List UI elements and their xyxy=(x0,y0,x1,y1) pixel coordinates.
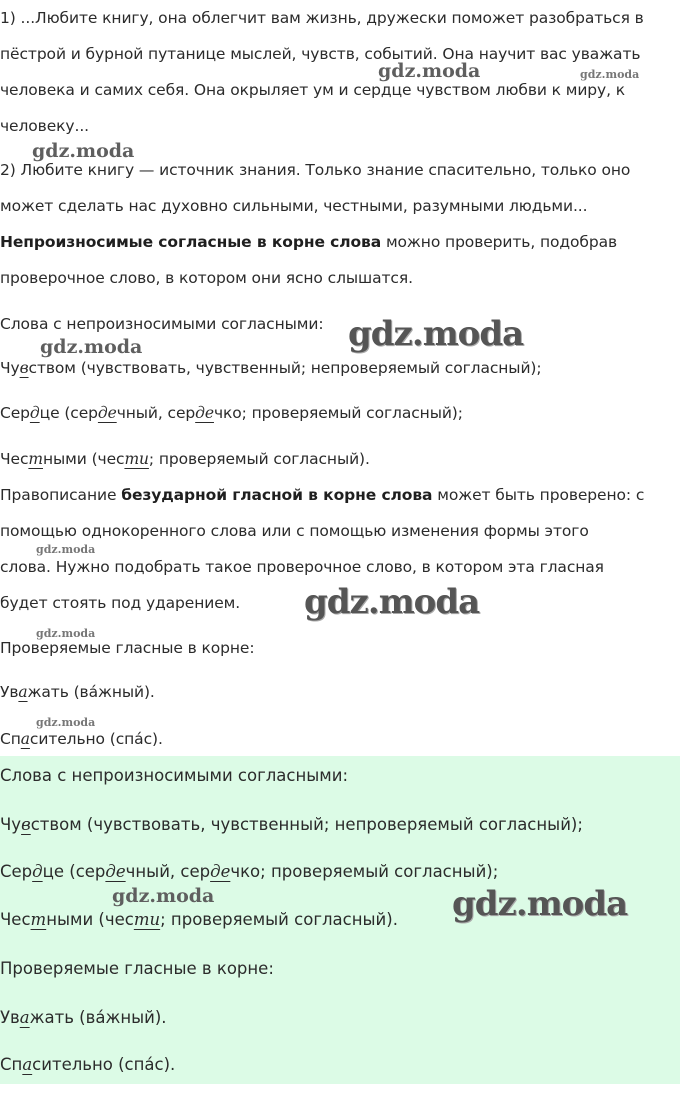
word-part: Чес xyxy=(0,910,31,929)
word-part: чный, сер xyxy=(116,404,196,422)
word-example xyxy=(0,1054,175,1076)
watermark: gdz.moda xyxy=(304,582,480,622)
word-example xyxy=(0,403,463,423)
section-heading: Слова с непроизносимыми согласными: xyxy=(0,766,349,785)
word-example xyxy=(0,814,583,836)
section-heading: Слова с непроизносимыми согласными: xyxy=(0,315,324,333)
text-line: проверочное слово, в котором они ясно слышатся. xyxy=(0,269,413,287)
word-part: сительно (спа́с). xyxy=(29,730,163,748)
section-heading: Проверяемые гласные в корне: xyxy=(0,959,274,978)
word-part: чко; проверяемый согласный); xyxy=(230,862,499,881)
word-part: Сп xyxy=(0,730,21,748)
watermark: gdz.moda xyxy=(112,885,215,907)
highlighted-letter: а xyxy=(19,1008,30,1027)
highlighted-letter: т xyxy=(28,450,43,468)
highlighted-letter: д xyxy=(32,862,43,881)
word-part: сительно (спа́с). xyxy=(32,1055,176,1074)
highlighted-letter: д xyxy=(29,404,40,422)
word-part: ством (чувствовать, чувственный; непроверяемый согласный); xyxy=(28,359,542,377)
rule-term: безударной гласной в корне слова xyxy=(121,486,433,504)
word-part: Сер xyxy=(0,404,30,422)
word-example xyxy=(0,861,498,883)
watermark: gdz.moda xyxy=(32,140,135,162)
highlighted-letter: де xyxy=(97,404,117,422)
word-part: жать (ва́жный). xyxy=(29,1008,167,1027)
rule-text: может быть проверено: с xyxy=(432,486,645,504)
word-example xyxy=(0,909,398,931)
text-line: человеку... xyxy=(0,117,89,135)
word-example xyxy=(0,449,370,469)
highlighted-letter: де xyxy=(105,862,126,881)
watermark: gdz.moda xyxy=(36,627,96,640)
word-part: Чу xyxy=(0,359,20,377)
highlighted-letter: а xyxy=(22,1055,33,1074)
highlighted-letter: ти xyxy=(124,450,149,468)
rule-line xyxy=(0,232,617,252)
highlighted-letter: в xyxy=(19,359,29,377)
word-part: чко; проверяемый согласный); xyxy=(213,404,463,422)
watermark: gdz.moda xyxy=(36,716,96,729)
word-part: це (сер xyxy=(42,862,106,881)
text-line: 1) ...Любите книгу, она облегчит вам жизнь, дружески поможет разобраться в xyxy=(0,9,644,27)
word-part: Чу xyxy=(0,815,22,834)
watermark: gdz.moda xyxy=(580,68,640,81)
rule-line xyxy=(0,485,644,505)
text-line: 2) Любите книгу — источник знания. Только знание спасительно, только оно xyxy=(0,161,631,179)
watermark: gdz.moda xyxy=(378,60,481,82)
text-line: может сделать нас духовно сильными, честными, разумными людьми... xyxy=(0,197,588,215)
word-example xyxy=(0,1007,167,1029)
text-line: будет стоять под ударением. xyxy=(0,594,241,612)
section-heading: Проверяемые гласные в корне: xyxy=(0,639,255,657)
word-example xyxy=(0,358,542,378)
word-part: ными (чес xyxy=(43,450,125,468)
rule-term: Непроизносимые согласные в корне слова xyxy=(0,233,382,251)
word-part: ством (чувствовать, чувственный; непроверяемый согласный); xyxy=(30,815,583,834)
word-part: чный, сер xyxy=(125,862,211,881)
highlighted-letter: в xyxy=(21,815,31,834)
word-part: Сп xyxy=(0,1055,23,1074)
text-line: человека и самих себя. Она окрыляет ум и сердце чувством любви к миру, к xyxy=(0,81,626,99)
word-part: Ув xyxy=(0,1008,20,1027)
highlighted-letter: т xyxy=(30,910,47,929)
highlighted-letter: а xyxy=(20,730,30,748)
rule-text: Правописание xyxy=(0,486,122,504)
highlighted-letter: ти xyxy=(133,910,161,929)
word-part: ными (чес xyxy=(46,910,134,929)
word-example xyxy=(0,729,163,749)
word-part: Чес xyxy=(0,450,29,468)
highlighted-letter: а xyxy=(18,683,28,701)
watermark: gdz.moda xyxy=(40,336,143,358)
word-part: жать (ва́жный). xyxy=(27,683,155,701)
text-line: пёстрой и бурной путанице мыслей, чувств, событий. Она научит вас уважать xyxy=(0,45,641,63)
text-line: слова. Нужно подобрать такое проверочное слово, в котором эта гласная xyxy=(0,558,604,576)
word-part: ; проверяемый согласный). xyxy=(160,910,398,929)
word-example xyxy=(0,682,155,702)
watermark: gdz.moda xyxy=(36,543,96,556)
word-part: ; проверяемый согласный). xyxy=(148,450,370,468)
word-part: Сер xyxy=(0,862,33,881)
watermark: gdz.moda xyxy=(452,884,628,924)
word-part: Ув xyxy=(0,683,19,701)
highlighted-letter: де xyxy=(210,862,231,881)
rule-text: можно проверить, подобрав xyxy=(381,233,618,251)
watermark: gdz.moda xyxy=(348,314,524,354)
text-line: помощью однокоренного слова или с помощью изменения формы этого xyxy=(0,522,589,540)
word-part: це (сер xyxy=(39,404,98,422)
highlighted-letter: де xyxy=(195,404,214,422)
